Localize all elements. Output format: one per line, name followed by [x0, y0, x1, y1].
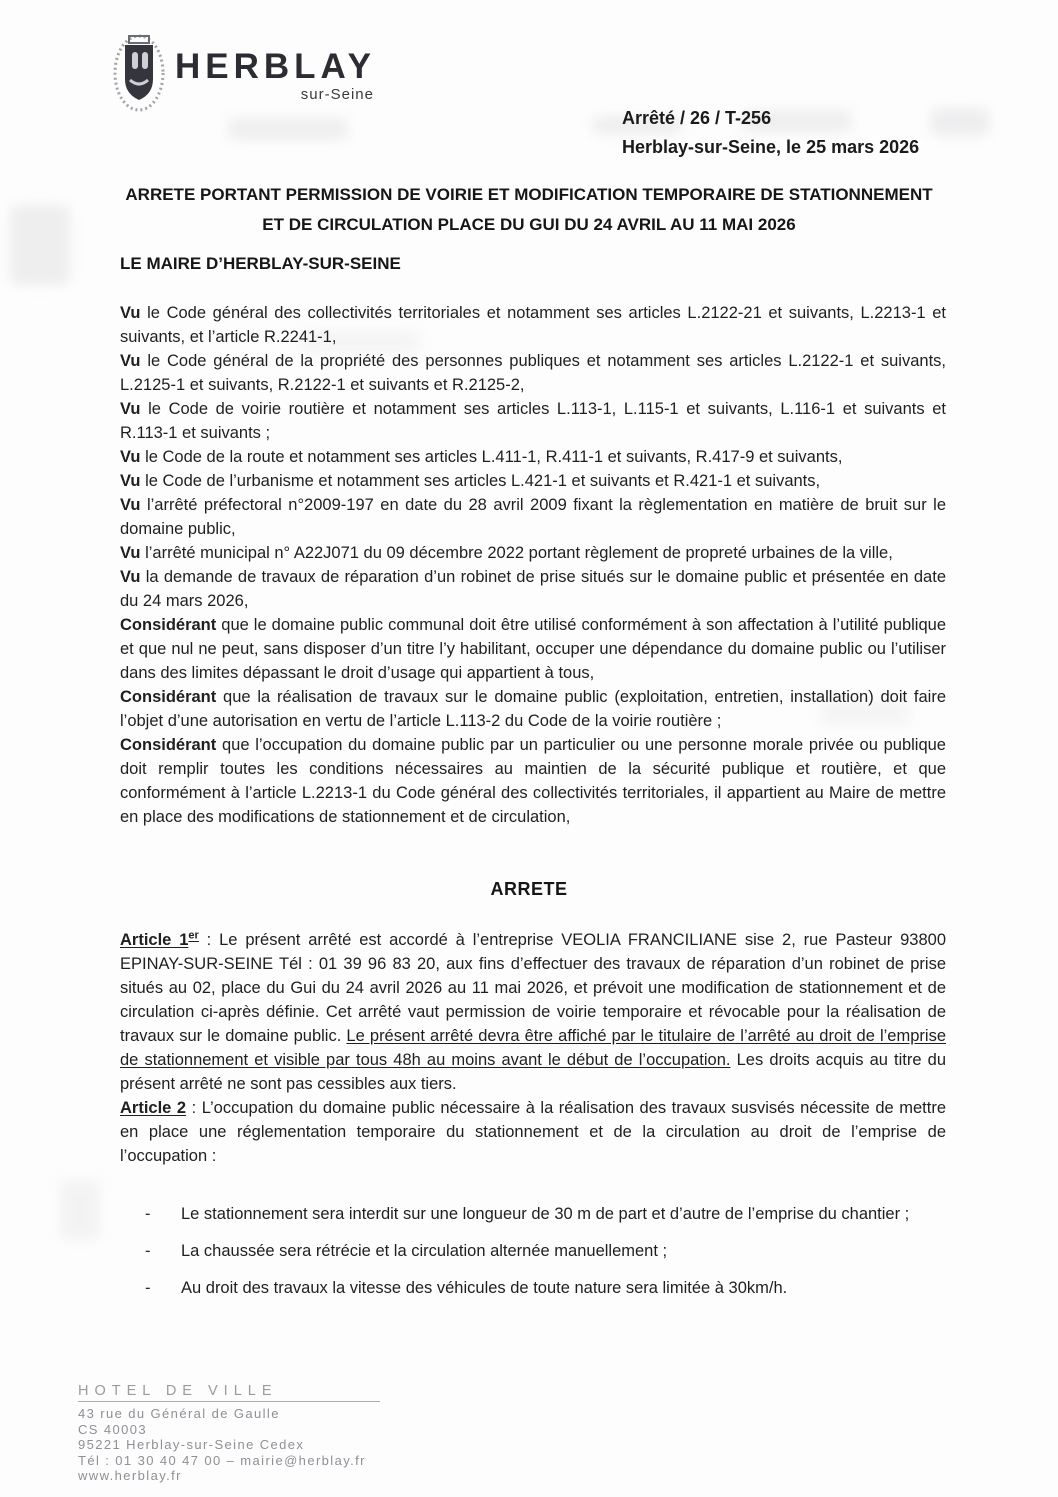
paragraph: Article 1er : Le présent arrêté est accordé à l’entreprise VEOLIA FRANCILIANE sise 2, rue Pasteur 93800 EPINAY-SUR-SEINE Tél : 01 39 96 83 20, aux fins d’effectuer des travaux de réparation d’un robinet de prise situés au 02, place du Gui du 24 avril 2026 au 11 mai 2026, et prévoit une modification de stationnement et de circulation ci-après définie. Cet arrêté vaut permission de voirie temporaire et révocable pour la réalisation de travaux sur le domaine public. Le présent arrêté devra être affiché par le titulaire de l’arrêté au droit de l’emprise de stationnement et visible par tous 48h au moins avant le début de l’occupation. Les droits acquis au titre du présent arrêté ne sont pas cessibles aux tiers. [120, 929, 946, 1093]
paragraph: Vu le Code de la route et notamment ses articles L.411-1, R.411-1 et suivants, R.417-9 et suivants, [120, 448, 843, 466]
document-title [0, 180, 1058, 240]
articles-section [120, 928, 946, 1168]
paragraph: Considérant que le domaine public communal doit être utilisé conformément à son affectation à l’utilité publique et que nul ne peut, sans disposer d’un titre l’y habilitant, occuper une dépendance du domaine public ou l’utiliser dans des limites dépassant le droit d’usage qui appartient à tous, [120, 616, 946, 682]
document-title-line2: ET DE CIRCULATION PLACE DU GUI DU 24 AVRIL AU 11 MAI 2026 [262, 215, 796, 234]
coat-of-arms-icon [113, 30, 165, 112]
paragraph: Vu le Code de voirie routière et notamment ses articles L.113-1, L.115-1 et suivants, L.116-1 et suivants et R.113-1 et suivants ; [120, 400, 946, 442]
list-item-text: La chaussée sera rétrécie et la circulation alternée manuellement ; [181, 1242, 668, 1260]
logo-city-subtitle: sur-Seine [300, 86, 374, 103]
issuer-line: LE MAIRE D’HERBLAY-SUR-SEINE [120, 254, 401, 273]
logo-wordmark [175, 30, 376, 103]
paragraph: Vu le Code de l’urbanisme et notamment ses articles L.421-1 et suivants et R.421-1 et suivants, [120, 472, 821, 490]
decree-heading: ARRETE [490, 879, 568, 899]
paragraph: Vu le Code général de la propriété des personnes publiques et notamment ses articles L.2122-1 et suivants, L.2125-1 et suivants, R.2122-1 et suivants et R.2125-2, [120, 352, 946, 394]
footer-line: CS 40003 [78, 1421, 148, 1437]
footer-lines [78, 1406, 380, 1484]
footer-address-block [78, 1383, 380, 1484]
scan-artifact [60, 1180, 100, 1240]
list-item-text: Le stationnement sera interdit sur une longueur de 30 m de part et d’autre de l’emprise du chantier ; [181, 1205, 910, 1223]
paragraph: Vu l’arrêté municipal n° A22J071 du 09 décembre 2022 portant règlement de propreté urbaines de la ville, [120, 544, 893, 562]
list-item-text: Au droit des travaux la vitesse des véhicules de toute nature sera limitée à 30km/h. [181, 1279, 788, 1297]
measures-list [145, 1196, 945, 1307]
list-item [145, 1270, 945, 1307]
footer-line: 43 rue du Général de Gaulle [78, 1406, 280, 1421]
decree-number: Arrêté / 26 / T-256 [622, 108, 772, 128]
paragraph: Article 2 : L’occupation du domaine public nécessaire à la réalisation des travaux susvisés nécessite de mettre en place une réglementation temporaire du stationnement et de la circulation au droit de l’emprise de l’occupation : [120, 1099, 946, 1165]
footer-title: HOTEL DE VILLE [78, 1383, 380, 1402]
footer-line: www.herblay.fr [78, 1468, 182, 1483]
scan-artifact [930, 108, 990, 136]
dash-marker: - [145, 1242, 151, 1260]
decree-dateline: Herblay-sur-Seine, le 25 mars 2026 [622, 137, 920, 157]
footer-line: 95221 Herblay-sur-Seine Cedex [78, 1437, 305, 1452]
footer-line: Tél : 01 30 40 47 00 – mairie@herblay.fr [78, 1452, 366, 1468]
dash-marker: - [145, 1205, 151, 1223]
logo-city-name: HERBLAY [175, 47, 376, 86]
city-logo [113, 30, 376, 112]
paragraph: Considérant que la réalisation de travaux sur le domaine public (exploitation, entretien, installation) doit faire l’objet d’une autorisation en vertu de l’article L.113-2 du Code de la voirie routière ; [120, 688, 946, 730]
paragraph: Considérant que l’occupation du domaine public par un particulier ou une personne morale privée ou publique doit remplir toutes les conditions nécessaires au maintien de la sécurité publique et routière, et que conformément à l’article L.2213-1 du Code général des collectivités territoriales, il appartient au Maire de mettre en place des modifications de stationnement et de circulation, [120, 736, 946, 826]
list-item [145, 1196, 945, 1233]
recitals-section [120, 301, 946, 829]
paragraph: Vu le Code général des collectivités territoriales et notamment ses articles L.2122-21 et suivants, L.2213-1 et suivants, et l’article R.2241-1, [120, 304, 946, 346]
dash-marker: - [145, 1279, 151, 1297]
decree-reference-block [622, 104, 919, 162]
paragraph: Vu la demande de travaux de réparation d’un robinet de prise situés sur le domaine public et présentée en date du 24 mars 2026, [120, 568, 946, 610]
document-title-line1: ARRETE PORTANT PERMISSION DE VOIRIE ET MODIFICATION TEMPORAIRE DE STATIONNEMENT [125, 185, 933, 204]
scan-artifact [228, 118, 348, 140]
paragraph: Vu l’arrêté préfectoral n°2009-197 en date du 28 avril 2009 fixant la règlementation en matière de bruit sur le domaine public, [120, 496, 946, 538]
list-item [145, 1233, 945, 1270]
